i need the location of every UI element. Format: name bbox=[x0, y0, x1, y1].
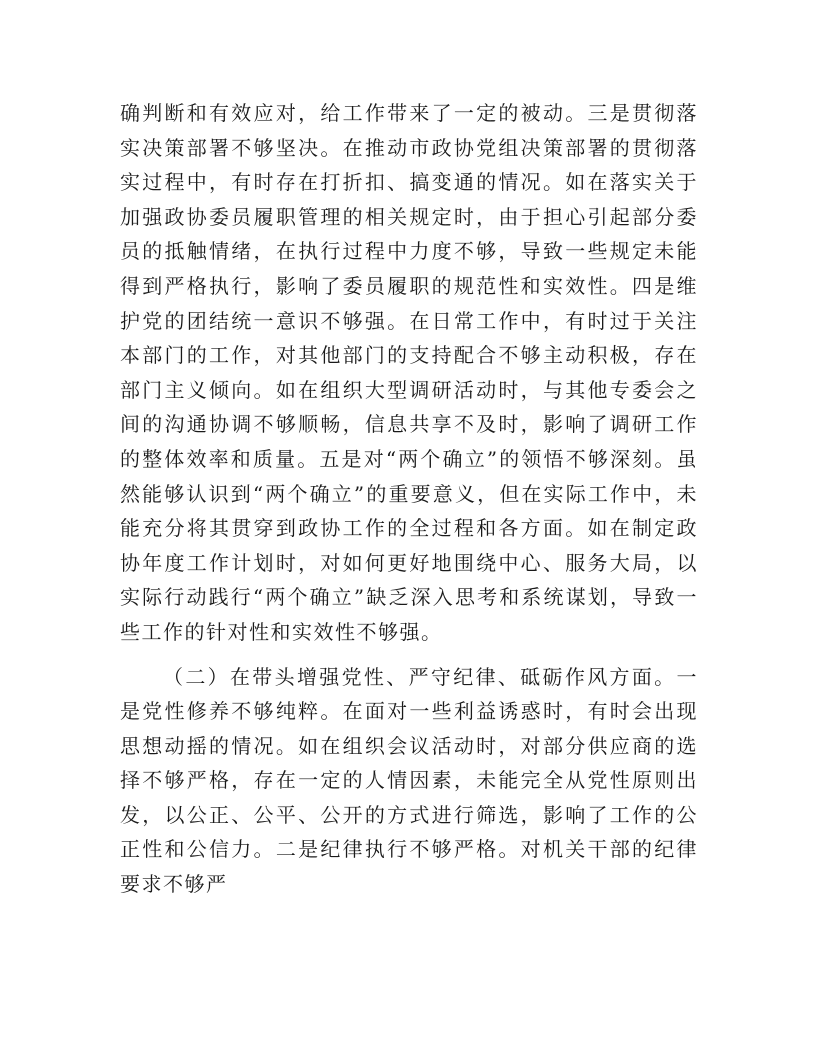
paragraph-continuation: 确判断和有效应对，给工作带来了一定的被动。三是贯彻落实决策部署不够坚决。在推动市政协党组决策部署的贯彻落实过程中，有时存在打折扣、搞变通的情况。如在落实关于加强政协委员履职管理的相关规定时，由于担心引起部分委员的抵触情绪，在执行过程中力度不够，导致一些规定未能得到严格执行，影响了委员履职的规范性和实效性。四是维护党的团结统一意识不够强。在日常工作中，有时过于关注本部门的工作，对其他部门的支持配合不够主动积极，存在部门主义倾向。如在组织大型调研活动时，与其他专委会之间的沟通协调不够顺畅，信息共享不及时，影响了调研工作的整体效率和质量。五是对“两个确立”的领悟不够深刻。虽然能够认识到“两个确立”的重要意义，但在实际工作中，未能充分将其贯穿到政协工作的全过程和各方面。如在制定政协年度工作计划时，对如何更好地围绕中心、服务大局，以实际行动践行“两个确立”缺乏深入思考和系统谋划，导致一些工作的针对性和实效性不够强。 bbox=[120, 101, 698, 644]
document-page bbox=[120, 96, 698, 902]
paragraph-section-two: （二）在带头增强党性、严守纪律、砥砺作风方面。一是党性修养不够纯粹。在面对一些利益诱惑时，有时会出现思想动摇的情况。如在组织会议活动时，对部分供应商的选择不够严格，存在一定的人情因素，未能完全从党性原则出发，以公正、公平、公开的方式进行筛选，影响了工作的公正性和公信力。二是纪律执行不够严格。对机关干部的纪律要求不够严 bbox=[120, 664, 698, 897]
